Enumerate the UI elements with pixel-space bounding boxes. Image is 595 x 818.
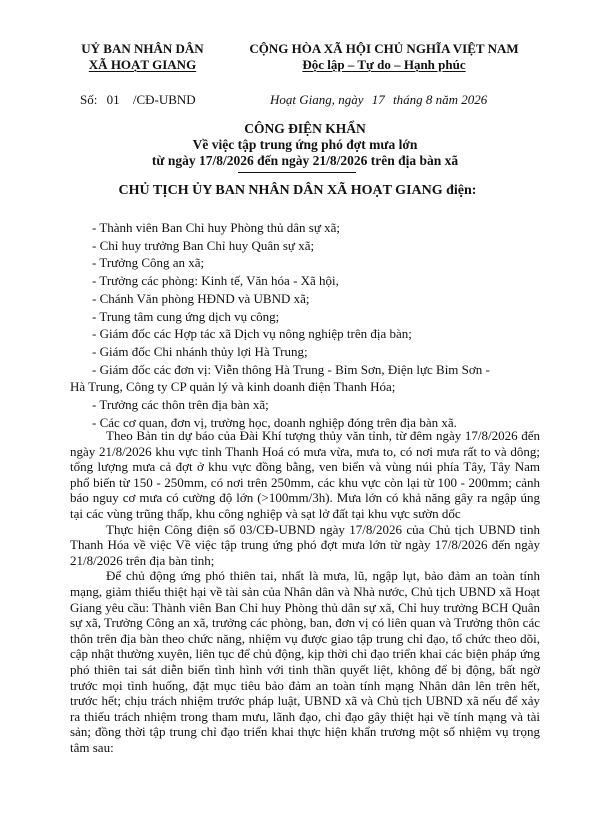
document-date	[270, 92, 487, 108]
recipient-item: - Trưởng các phòng: Kinh tế, Văn hóa - Xã hội,	[92, 273, 339, 289]
recipient-item: - Thành viên Ban Chỉ huy Phòng thủ dân sự xã;	[92, 220, 341, 235]
doc-number-suffix: /CĐ-UBND	[132, 92, 196, 107]
document-subtitle	[100, 137, 510, 169]
recipient-item: - Chánh Văn phòng HĐND và UBND xã;	[92, 290, 310, 306]
national-title	[228, 41, 540, 73]
doc-number-prefix: Số:	[80, 92, 98, 107]
recipient-item: - Giám đốc các đơn vị: Viễn thông Hà Trung - Bỉm Sơn, Điện lực Bỉm Sơn -	[92, 361, 490, 377]
issuing-agency	[55, 41, 230, 73]
recipient-item: - Giám đốc các Hợp tác xã Dịch vụ nông nghiệp trên địa bàn;	[92, 326, 412, 342]
national-motto: Độc lập – Tự do – Hạnh phúc	[302, 57, 466, 72]
recipient-item: - Giám đốc Chi nhánh thủy lợi Hà Trung;	[92, 343, 308, 359]
recipient-item: - Trưởng các thôn trên địa bàn xã;	[92, 397, 269, 413]
date-day: 17	[371, 92, 385, 107]
recipient-item: - Trưởng Công an xã;	[92, 255, 205, 271]
recipient-item: - Các cơ quan, đơn vị, trường học, doanh nghiệp đóng trên địa bàn xã.	[92, 414, 457, 430]
recipient-item: - Chỉ huy trưởng Ban Chỉ huy Quân sự xã;	[92, 237, 315, 253]
agency-line2: XÃ HOẠT GIANG	[88, 57, 197, 72]
recipient-item: - Trung tâm cung ứng dịch vụ công;	[92, 308, 280, 324]
date-prefix: Hoạt Giang, ngày	[270, 92, 364, 107]
document-number	[80, 92, 196, 108]
agency-line1: UỶ BAN NHÂN DÂN	[81, 41, 204, 56]
subtitle-line2: từ ngày 17/8/2026 đến ngày 21/8/2026 trên địa bàn xã	[151, 153, 459, 168]
body-paragraph: Thực hiện Công điện số 03/CĐ-UBND ngày 17/8/2026 của Chủ tịch UBND tỉnh Thanh Hóa về việc Về việc tập trung ứng phó đợt mưa lớn từ ngày 17/8/2026 đến ngày 21/8/2026 trên địa bàn tỉnh;	[70, 521, 540, 568]
document-title: CÔNG ĐIỆN KHẨN	[244, 121, 366, 136]
body-paragraph: Để chủ động ứng phó thiên tai, nhất là mưa, lũ, ngập lụt, bảo đảm an toàn tính mạng, giảm thiểu thiệt hại về tài sản của Nhân dân và Nhà nước, Chủ tịch UBND xã Hoạt Giang yêu cầu: Thành viên Ban Chỉ huy Phòng thủ dân sự xã, Chỉ huy trưởng BCH Quân sự xã, Trưởng Công an xã, trưởng các phòng, ban, đơn vị có liên quan và Trưởng thôn các thôn trên địa bàn theo chức năng, nhiệm vụ được giao tập trung chỉ đạo, tổ chức theo dõi, cập nhật thường xuyên, liên tục để chủ động, kịp thời chỉ đạo triển khai các biện pháp ứng phó thiên tai sát diễn biến tình hình với tinh thần quyết liệt, không để bị động, bất ngờ trước mọi tình huống, đặt mục tiêu bảo đảm an toàn tính mạng Nhân dân lên trên hết, trước hết; chịu trách nhiệm trước pháp luật, UBND xã và Chủ tịch UBND xã nếu để xảy ra thiếu trách nhiệm trong tham mưu, lãnh đạo, chỉ đạo gây thiệt hại về tính mạng và tài sản; đồng thời tập trung chỉ đạo triển khai thực hiện khẩn trương một số nhiệm vụ trọng tâm sau:	[70, 568, 540, 755]
chairman-heading: CHỦ TỊCH ỦY BAN NHÂN DÂN XÃ HOẠT GIANG điện:	[118, 183, 477, 198]
doc-number-value: 01	[106, 92, 120, 107]
date-rest: tháng 8 năm 2026	[393, 92, 488, 107]
body-paragraph: Theo Bản tin dự báo của Đài Khí tượng thủy văn tỉnh, từ đêm ngày 17/8/2026 đến ngày 21/8/2026 khu vực tỉnh Thanh Hoá có mưa vừa, mưa to, có nơi mưa rất to và dông; tổng lượng mưa cả đợt ở khu vực đồng bằng, ven biển và vùng núi phía Tây, Tây Nam phổ biến từ 150 - 250mm, có nơi trên 250mm, các khu vực còn lại từ 100 - 200mm; cảnh báo nguy cơ mưa có cường độ lớn (>100mm/3h). Mưa lớn có khả năng gây ra ngập úng tại các vùng trũng thấp, khu công nghiệp và sạt lở đất tại khu vực sườn dốc	[70, 428, 540, 521]
subtitle-line1: Về việc tập trung ứng phó đợt mưa lớn	[192, 137, 418, 152]
recipient-item-continued: Hà Trung, Công ty CP quản lý và kinh doanh điện Thanh Hóa;	[70, 379, 396, 395]
recipient-list	[70, 219, 562, 431]
national-name: CỘNG HÒA XÃ HỘI CHỦ NGHĨA VIỆT NAM	[249, 41, 519, 56]
title-separator	[238, 172, 356, 173]
document-body	[70, 428, 540, 755]
